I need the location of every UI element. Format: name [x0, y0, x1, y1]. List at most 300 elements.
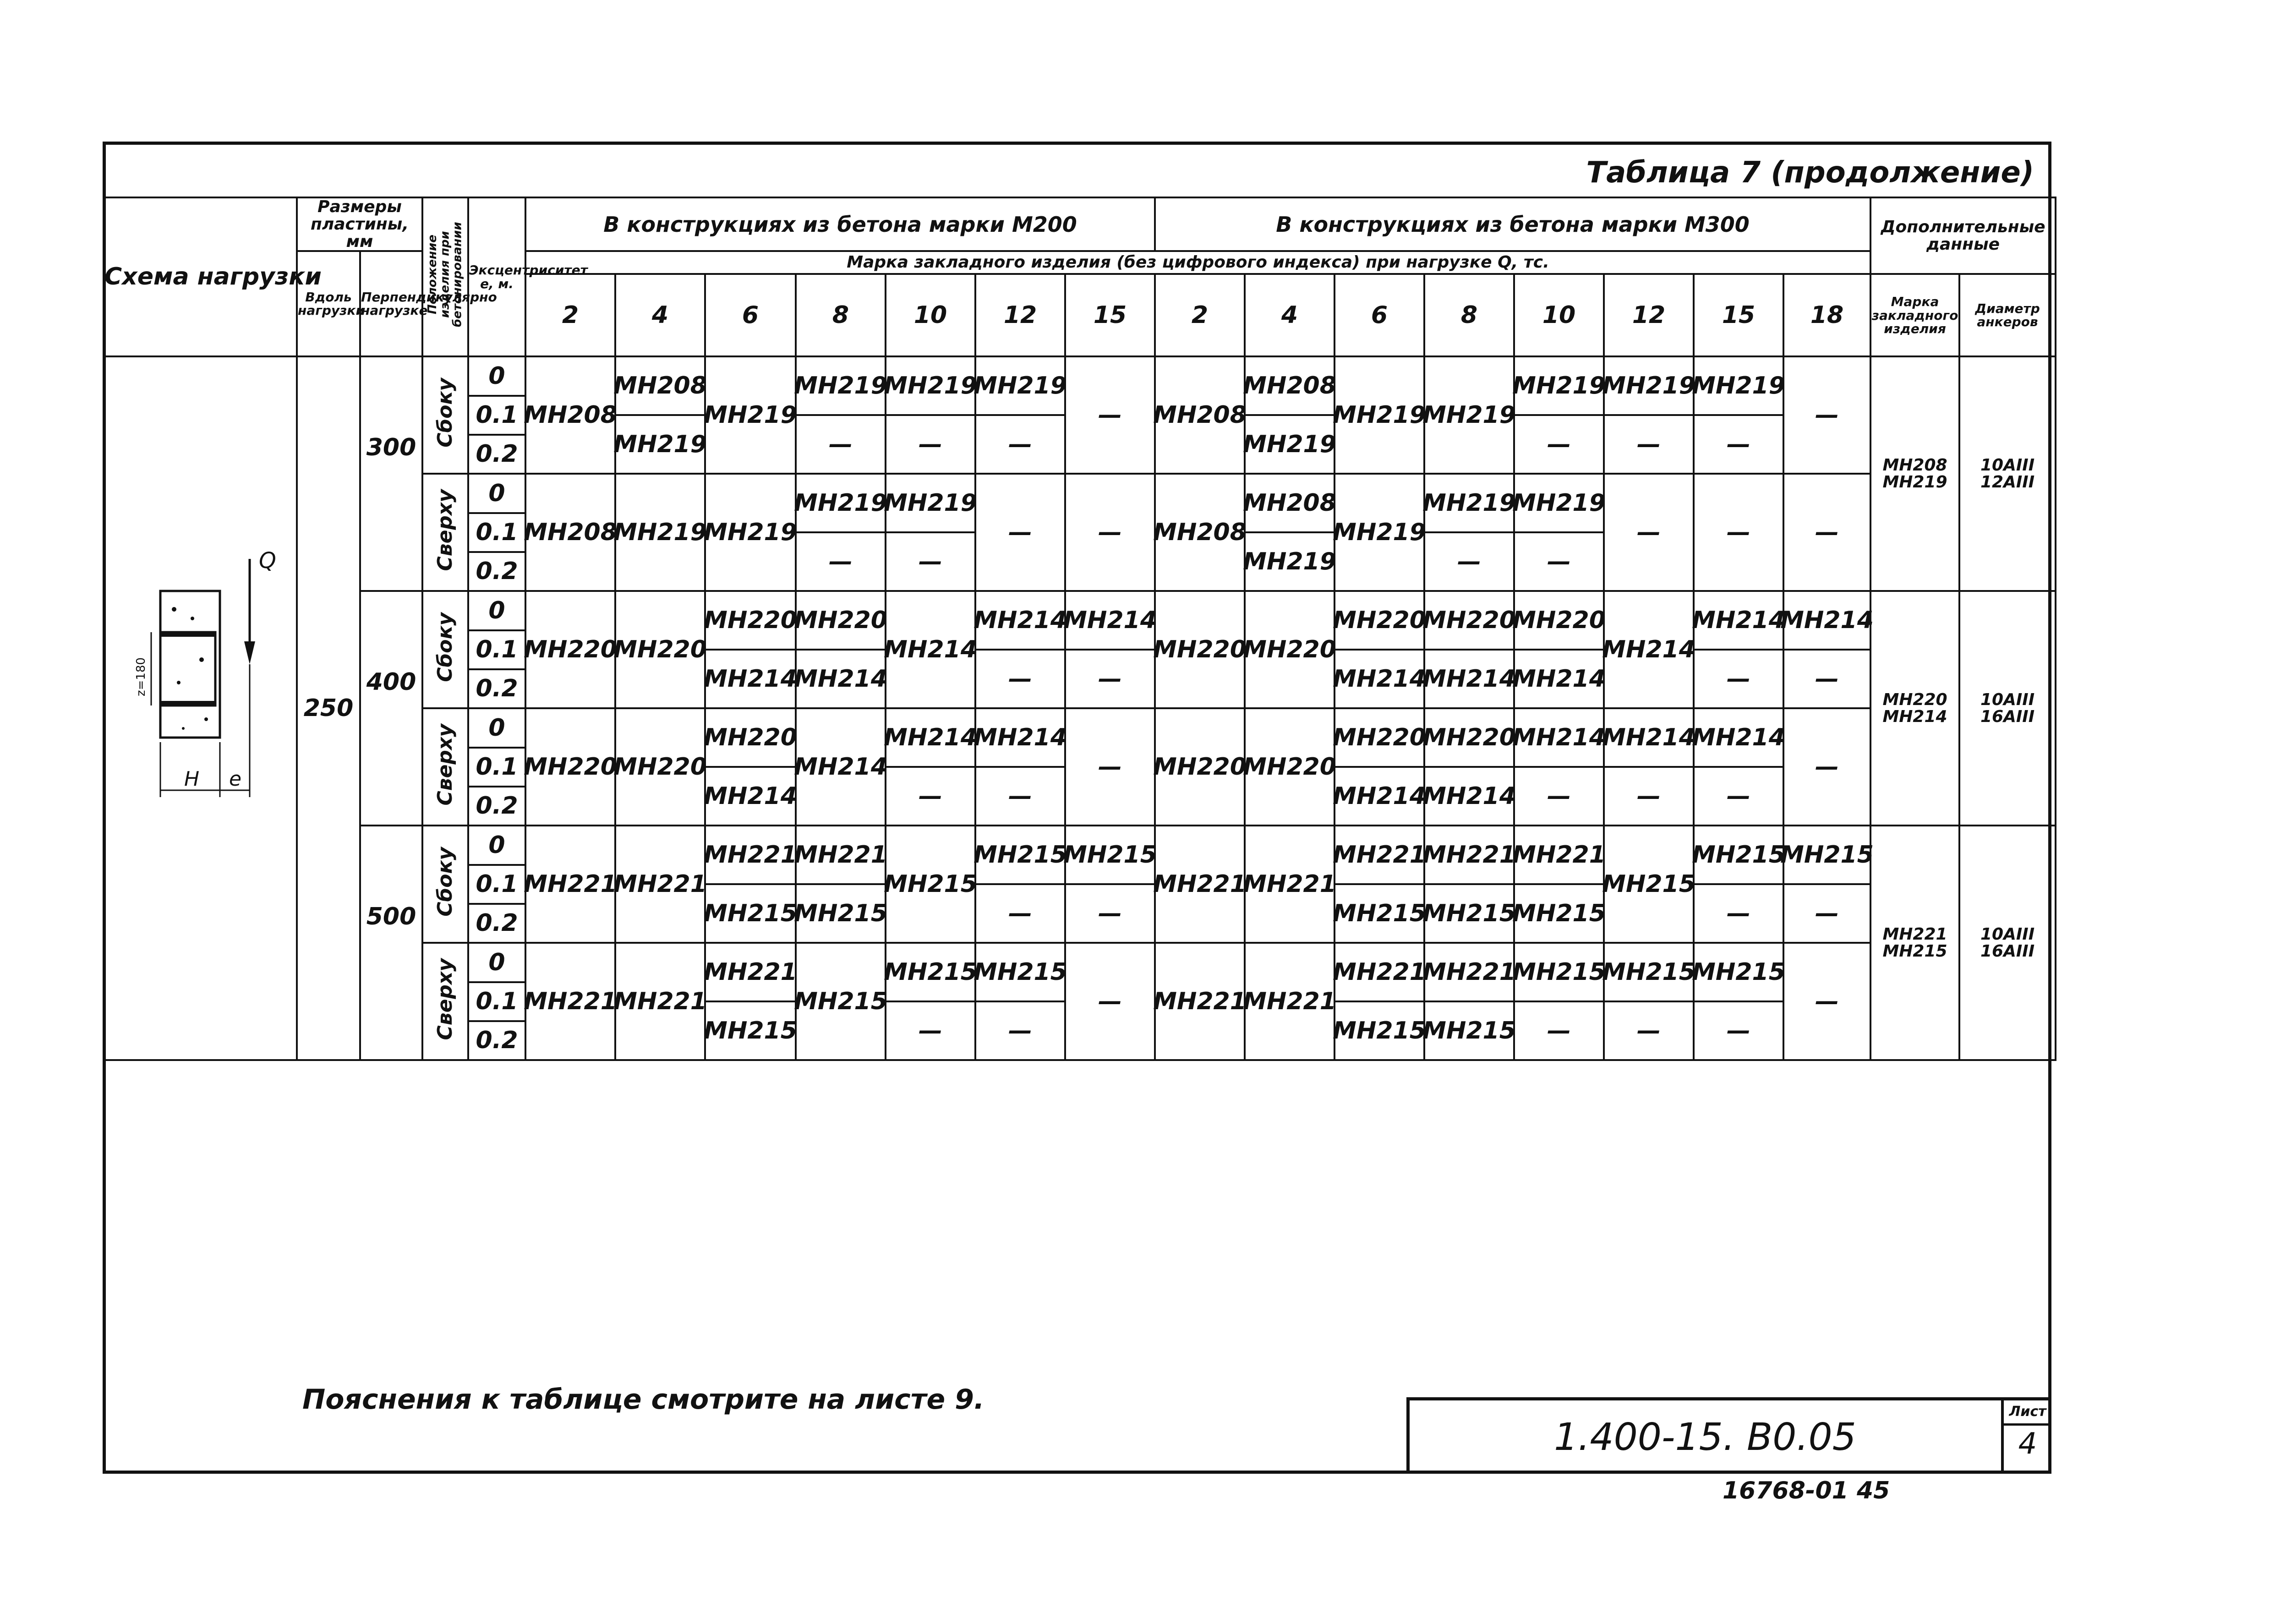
anchor-diameter: 16АIII — [1980, 942, 2035, 961]
mark-cell — [1604, 708, 1694, 826]
additional-mark: МН214 — [1882, 707, 1947, 727]
mark-cell — [1065, 708, 1155, 826]
title-block — [1406, 1397, 2051, 1474]
mark-value: МН219 — [1422, 489, 1516, 517]
mark-cell — [1424, 943, 1514, 1060]
table-row — [104, 591, 2056, 630]
mark-value: МН220 — [613, 753, 707, 781]
mark-cell — [796, 474, 886, 591]
mark-value: — — [1605, 766, 1693, 825]
mark-value: МН221 — [1153, 988, 1247, 1016]
position-cell — [422, 356, 468, 474]
header-schema: Схема нагрузки — [104, 197, 297, 356]
mark-value: МН215 — [1425, 1001, 1513, 1059]
mark-value: — — [797, 414, 885, 473]
sheet-number: 4 — [2018, 1427, 2037, 1461]
mark-value: МН214 — [1063, 607, 1157, 634]
mark-value: — — [1784, 883, 1870, 942]
mark-cell — [1334, 708, 1424, 826]
mark-value: — — [1815, 988, 1839, 1016]
load-header: 2 — [1155, 274, 1245, 356]
position-cell — [422, 591, 468, 708]
mark-value: — — [1815, 753, 1839, 781]
load-header: 6 — [1334, 274, 1424, 356]
mark-value: — — [1695, 1001, 1783, 1059]
mark-value: — — [1066, 883, 1154, 942]
load-header: 8 — [1424, 274, 1514, 356]
mark-cell — [1334, 826, 1424, 943]
mark-cell — [1604, 356, 1694, 474]
mark-value: — — [976, 649, 1064, 707]
perp-load-value: 500 — [360, 826, 422, 1060]
mark-value: МН219 — [704, 401, 797, 429]
mark-cell — [1155, 826, 1245, 943]
position-label: Сверху — [433, 723, 457, 806]
mark-cell — [1694, 826, 1783, 943]
mark-value: — — [976, 1001, 1064, 1059]
mark-value: МН215 — [973, 958, 1067, 986]
mark-cell — [1694, 356, 1783, 474]
position-label: Сбоку — [433, 612, 457, 682]
mark-value: МН220 — [1243, 636, 1336, 664]
mark-cell — [1604, 474, 1694, 591]
mark-value: МН219 — [884, 489, 977, 517]
mark-value: — — [1515, 1001, 1603, 1059]
mark-value: — — [1008, 519, 1032, 547]
header-mark-label: Марка закладного изделия (без цифрового индекса) при нагрузке Q, тс. — [525, 251, 1870, 274]
mark-cell — [615, 591, 705, 708]
mark-cell — [525, 943, 615, 1060]
load-header: 4 — [1245, 274, 1334, 356]
mark-value: МН221 — [704, 841, 797, 869]
mark-cell — [796, 356, 886, 474]
mark-cell — [1334, 356, 1424, 474]
eccentricity-value: 0.2 — [468, 552, 525, 591]
mark-cell — [525, 708, 615, 826]
mark-cell — [1694, 708, 1783, 826]
mark-value: МН221 — [1333, 958, 1426, 986]
additional-marks — [1870, 591, 1959, 826]
mark-value: МН220 — [1512, 607, 1606, 634]
mark-value: МН221 — [1153, 870, 1247, 898]
mark-value: — — [1425, 531, 1513, 590]
position-cell — [422, 474, 468, 591]
mark-cell — [1155, 591, 1245, 708]
table-title: Таблица 7 (продолжение) — [1586, 156, 2034, 190]
mark-cell — [1694, 474, 1783, 591]
eccentricity-value: 0.2 — [468, 787, 525, 826]
mark-value: МН221 — [704, 958, 797, 986]
mark-value: — — [1515, 414, 1603, 473]
mark-value: МН215 — [1512, 958, 1606, 986]
table-note: Пояснения к таблице смотрите на листе 9. — [302, 1383, 984, 1416]
mark-value: МН208 — [1243, 372, 1336, 400]
mark-value: МН214 — [794, 753, 887, 781]
mark-cell — [1065, 826, 1155, 943]
header-concrete-m300: В конструкциях из бетона марки М300 — [1155, 197, 1870, 251]
mark-value: МН220 — [1422, 607, 1516, 634]
mark-cell — [1155, 356, 1245, 474]
table-row — [104, 356, 2056, 395]
mark-value: МН214 — [1692, 724, 1785, 752]
header-concrete-m200: В конструкциях из бетона марки М200 — [525, 197, 1155, 251]
mark-cell — [1514, 474, 1604, 591]
mark-value: — — [976, 883, 1064, 942]
mark-value: МН215 — [1692, 841, 1785, 869]
header-eccentricity: Эксцентриситет e, м. — [468, 197, 525, 356]
mark-value: — — [886, 414, 974, 473]
mark-value: МН215 — [973, 841, 1067, 869]
mark-value: — — [1098, 519, 1122, 547]
position-cell — [422, 943, 468, 1060]
additional-mark: МН215 — [1882, 942, 1947, 961]
mark-cell — [886, 826, 975, 943]
mark-value: МН208 — [524, 519, 617, 547]
anchor-diameter: 12АIII — [1980, 473, 2035, 492]
load-header: 8 — [796, 274, 886, 356]
mark-cell — [705, 943, 796, 1060]
mark-cell — [1514, 708, 1604, 826]
mark-cell — [705, 826, 796, 943]
load-header: 6 — [705, 274, 796, 356]
mark-cell — [615, 474, 705, 591]
mark-value: — — [886, 531, 974, 590]
load-header: 12 — [975, 274, 1065, 356]
table-row — [104, 826, 2056, 864]
mark-cell — [975, 826, 1065, 943]
mark-value: — — [1727, 519, 1750, 547]
mark-value: — — [1695, 766, 1783, 825]
load-header: 18 — [1783, 274, 1870, 356]
load-header: 2 — [525, 274, 615, 356]
mark-cell — [1783, 356, 1870, 474]
mark-cell — [1334, 591, 1424, 708]
eccentricity-value: 0 — [468, 356, 525, 395]
mark-value: МН214 — [884, 636, 977, 664]
additional-mark: МН221 — [1882, 924, 1947, 944]
mark-value: — — [1515, 766, 1603, 825]
mark-value: — — [1815, 519, 1839, 547]
anchor-diameters — [1959, 591, 2056, 826]
mark-value: МН219 — [1246, 531, 1334, 590]
mark-value: МН208 — [1153, 519, 1247, 547]
load-header: 4 — [615, 274, 705, 356]
position-cell — [422, 708, 468, 826]
mark-value: МН219 — [704, 519, 797, 547]
mark-cell — [1780, 826, 1874, 943]
mark-value: — — [1815, 401, 1839, 429]
mark-cell — [886, 356, 975, 474]
mark-value: МН215 — [1425, 883, 1513, 942]
mark-cell — [1604, 591, 1694, 708]
mark-cell — [886, 943, 975, 1060]
eccentricity-value: 0 — [468, 474, 525, 513]
mark-value: МН215 — [1602, 870, 1695, 898]
mark-cell — [1424, 826, 1514, 943]
mark-value: МН214 — [1425, 766, 1513, 825]
eccentricity-value: 0 — [468, 591, 525, 630]
mark-value: МН220 — [704, 607, 797, 634]
mark-cell — [1694, 943, 1783, 1060]
anchor-diameter: 16АIII — [1980, 707, 2035, 727]
mark-value: МН208 — [1243, 489, 1336, 517]
mark-cell — [1065, 474, 1155, 591]
mark-cell — [1155, 943, 1245, 1060]
mark-value: МН220 — [704, 724, 797, 752]
eccentricity-value: 0.2 — [468, 1021, 525, 1060]
mark-cell — [525, 591, 615, 708]
mark-cell — [1245, 474, 1334, 591]
mark-cell — [886, 708, 975, 826]
mark-value: МН221 — [613, 870, 707, 898]
load-header: 12 — [1604, 274, 1694, 356]
additional-mark: МН220 — [1882, 690, 1947, 709]
mark-value: МН215 — [1335, 883, 1423, 942]
load-label: Q — [259, 548, 276, 574]
eccentricity-value: 0.1 — [468, 396, 525, 435]
load-header: 10 — [1514, 274, 1604, 356]
mark-value: МН215 — [1780, 841, 1874, 869]
load-header: 10 — [886, 274, 975, 356]
header-perp-load: Перпендикулярно нагрузке — [360, 251, 422, 356]
mark-cell — [796, 826, 886, 943]
mark-value: МН214 — [973, 607, 1067, 634]
mark-cell — [1155, 474, 1245, 591]
mark-value: МН219 — [1333, 519, 1426, 547]
mark-cell — [1245, 708, 1334, 826]
mark-value: — — [1515, 531, 1603, 590]
mark-value: — — [1098, 753, 1122, 781]
mark-value: МН208 — [613, 372, 707, 400]
mark-value: МН221 — [1512, 841, 1606, 869]
mark-value: — — [976, 766, 1064, 825]
anchor-diameter: 10АIII — [1980, 690, 2035, 709]
mark-value: — — [1098, 988, 1122, 1016]
mark-value: МН220 — [1243, 753, 1336, 781]
mark-value: МН215 — [706, 1001, 795, 1059]
eccentricity-value: 0 — [468, 708, 525, 747]
mark-value: МН214 — [797, 649, 885, 707]
mark-value: — — [886, 1001, 974, 1059]
mark-cell — [886, 591, 975, 708]
anchor-diameters — [1959, 826, 2056, 1060]
mark-cell — [1694, 591, 1783, 708]
mark-value: МН219 — [1333, 401, 1426, 429]
mark-value: МН219 — [1512, 372, 1606, 400]
mark-value: МН219 — [613, 519, 707, 547]
mark-value: — — [976, 414, 1064, 473]
anchor-diameter: 10АIII — [1980, 455, 2035, 475]
mark-cell — [1514, 943, 1604, 1060]
mark-cell — [1783, 474, 1870, 591]
mark-value: МН221 — [613, 988, 707, 1016]
mark-cell — [1155, 708, 1245, 826]
mark-value: МН219 — [1512, 489, 1606, 517]
mark-value: МН208 — [1153, 401, 1247, 429]
mark-value: МН220 — [613, 636, 707, 664]
mark-cell — [796, 708, 886, 826]
mark-value: МН215 — [884, 870, 977, 898]
header-additional: Дополнительные данные — [1870, 197, 2056, 274]
mark-cell — [1245, 356, 1334, 474]
mark-value: МН219 — [616, 414, 704, 473]
mark-cell — [615, 356, 705, 474]
anchor-diameters — [1959, 356, 2056, 591]
mark-value: МН215 — [797, 883, 885, 942]
mark-value: МН215 — [884, 958, 977, 986]
mark-cell — [975, 943, 1065, 1060]
mark-cell — [705, 591, 796, 708]
eccentricity-value: 0.1 — [468, 982, 525, 1021]
eccentricity-value: 0.1 — [468, 513, 525, 552]
mark-cell — [1783, 943, 1870, 1060]
mark-value: МН214 — [1602, 724, 1695, 752]
mark-value: МН221 — [524, 870, 617, 898]
additional-mark: МН208 — [1882, 455, 1947, 475]
mark-value: — — [1066, 649, 1154, 707]
eccentricity-value: 0.2 — [468, 435, 525, 474]
mark-value: МН220 — [524, 753, 617, 781]
mark-value: — — [1605, 1001, 1693, 1059]
mark-value: — — [1695, 414, 1783, 473]
mark-value: МН214 — [1515, 649, 1603, 707]
load-header: 15 — [1065, 274, 1155, 356]
mark-value: МН214 — [1335, 766, 1423, 825]
mark-value: МН220 — [524, 636, 617, 664]
mark-value: МН221 — [1422, 958, 1516, 986]
ecc-label: e — [229, 767, 242, 791]
perp-load-value: 400 — [360, 591, 422, 826]
mark-value: МН219 — [884, 372, 977, 400]
mark-cell — [796, 943, 886, 1060]
mark-value: МН219 — [1246, 414, 1334, 473]
dim-label: z=180 — [134, 657, 148, 696]
mark-value: МН221 — [1422, 841, 1516, 869]
position-cell — [422, 826, 468, 943]
mark-value: МН215 — [706, 883, 795, 942]
archive-number: 16768-01 45 — [1723, 1477, 1890, 1504]
load-header: 15 — [1694, 274, 1783, 356]
mark-value: МН214 — [1780, 607, 1874, 634]
position-label: Сверху — [433, 489, 457, 571]
mark-value: МН215 — [794, 988, 887, 1016]
mark-value: МН220 — [1153, 753, 1247, 781]
position-label: Сверху — [433, 958, 457, 1040]
eccentricity-value: 0 — [468, 826, 525, 864]
mark-value: — — [1605, 414, 1693, 473]
mark-value: МН214 — [1602, 636, 1695, 664]
mark-cell — [1783, 708, 1870, 826]
mark-value: МН208 — [524, 401, 617, 429]
mark-value: МН221 — [1333, 841, 1426, 869]
mark-value: МН215 — [1335, 1001, 1423, 1059]
mark-value: — — [1637, 519, 1661, 547]
mark-cell — [975, 708, 1065, 826]
additional-marks — [1870, 826, 1959, 1060]
mark-cell — [975, 356, 1065, 474]
mark-value: МН214 — [706, 766, 795, 825]
mark-cell — [705, 708, 796, 826]
mark-cell — [615, 708, 705, 826]
mark-value: МН214 — [1425, 649, 1513, 707]
header-position: Положение изделия при бетонировании — [422, 197, 468, 356]
mark-cell — [705, 474, 796, 591]
eccentricity-value: 0.1 — [468, 748, 525, 787]
mark-cell — [1780, 591, 1874, 708]
height-label: H — [184, 767, 200, 791]
load-table — [103, 197, 2056, 1061]
mark-value: — — [797, 531, 885, 590]
header-anchor-diam: Диаметр анкеров — [1959, 274, 2056, 356]
mark-cell — [1065, 356, 1155, 474]
perp-load-value: 300 — [360, 356, 422, 591]
mark-value: МН220 — [794, 607, 887, 634]
mark-cell — [525, 356, 615, 474]
mark-value: — — [1695, 649, 1783, 707]
mark-value: МН219 — [1602, 372, 1695, 400]
mark-value: МН214 — [706, 649, 795, 707]
mark-cell — [1334, 943, 1424, 1060]
mark-cell — [615, 826, 705, 943]
anchor-diameter: 10АIII — [1980, 924, 2035, 944]
mark-cell — [1604, 826, 1694, 943]
mark-cell — [1334, 474, 1424, 591]
mark-value: МН215 — [1602, 958, 1695, 986]
mark-cell — [975, 591, 1065, 708]
mark-value: МН219 — [973, 372, 1067, 400]
mark-cell — [796, 591, 886, 708]
mark-value: МН214 — [1335, 649, 1423, 707]
mark-cell — [1065, 943, 1155, 1060]
mark-cell — [615, 943, 705, 1060]
eccentricity-value: 0.1 — [468, 630, 525, 669]
mark-value: МН214 — [884, 724, 977, 752]
mark-cell — [705, 356, 796, 474]
mark-value: — — [1098, 401, 1122, 429]
mark-cell — [1424, 474, 1514, 591]
mark-value: МН221 — [794, 841, 887, 869]
mark-cell — [1245, 943, 1334, 1060]
mark-value: — — [886, 766, 974, 825]
mark-value: МН221 — [1243, 988, 1336, 1016]
mark-value: МН214 — [973, 724, 1067, 752]
mark-cell — [1424, 591, 1514, 708]
mark-cell — [975, 474, 1065, 591]
mark-cell — [1514, 826, 1604, 943]
mark-cell — [1604, 943, 1694, 1060]
mark-value: МН219 — [1692, 372, 1785, 400]
sheet-box — [2001, 1400, 2051, 1474]
mark-cell — [1245, 826, 1334, 943]
header-add-mark: Марка закладного изделия — [1870, 274, 1959, 356]
mark-value: МН215 — [1063, 841, 1157, 869]
concrete-block — [159, 591, 220, 738]
mark-cell — [525, 474, 615, 591]
mark-cell — [1424, 708, 1514, 826]
load-scheme-drawing — [134, 548, 293, 806]
mark-cell — [1514, 356, 1604, 474]
position-label: Сбоку — [433, 378, 457, 448]
mark-value: МН220 — [1333, 607, 1426, 634]
mark-cell — [1514, 591, 1604, 708]
document-code: 1.400-15. В0.05 — [1554, 1415, 1856, 1459]
mark-cell — [1065, 591, 1155, 708]
additional-mark: МН219 — [1882, 473, 1947, 492]
mark-value: — — [1784, 649, 1870, 707]
eccentricity-value: 0 — [468, 943, 525, 982]
eccentricity-value: 0.2 — [468, 669, 525, 708]
mark-value: МН215 — [1515, 883, 1603, 942]
